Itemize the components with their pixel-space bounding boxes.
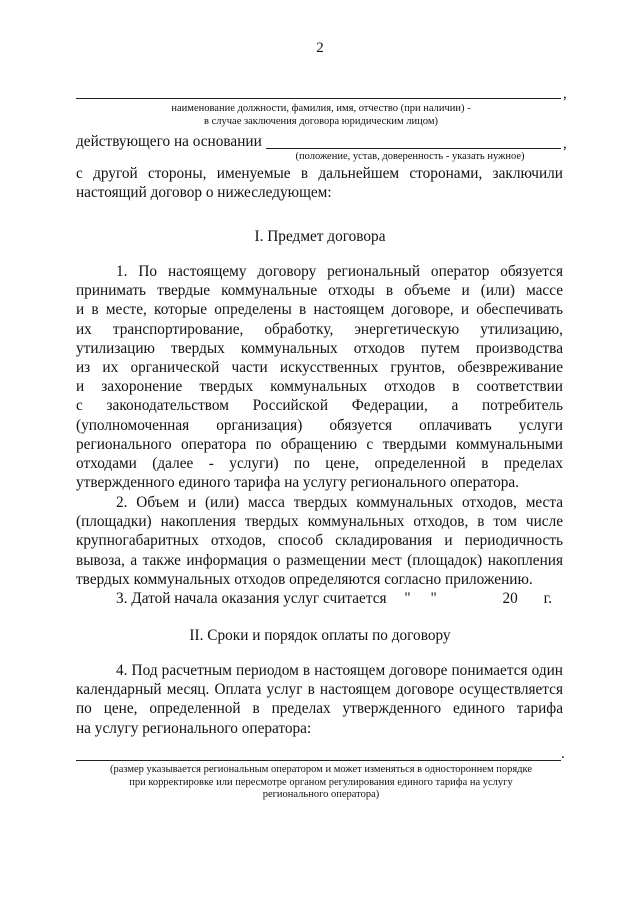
basis-blank-comma: , [563, 136, 567, 152]
name-blank-comma: , [563, 86, 567, 102]
paragraph-line: по цене, определенной в пределах утвержденного единого тарифа [76, 700, 563, 718]
section-1-paragraph-2 [76, 493, 563, 589]
tariff-footnote [76, 764, 566, 802]
paragraph-line: (площадки) накопления твердых коммунальных отходов, в том числе [76, 513, 563, 531]
paragraph-line: вывоза, а также информация о размещении мест (площадок) накопления [76, 551, 563, 569]
name-caption [76, 103, 566, 128]
basis-blank-line [266, 148, 561, 149]
section-1-paragraph-3 [116, 589, 576, 608]
footnote-line: при корректировке или пересмотре органом регулирования единого тарифа на услугу [129, 776, 513, 788]
paragraph-line: на услугу регионального оператора: [76, 719, 312, 737]
start-date-quote-close: " [430, 590, 437, 607]
section-1-title: I. Предмет договора [254, 228, 386, 245]
paragraph-line: 4. Под расчетным периодом в настоящем договоре понимается один [116, 662, 563, 679]
paragraph-line: и захоронение твердых коммунальных отходов в соответствии [76, 378, 563, 396]
section-2-paragraph-4 [76, 661, 563, 738]
paragraph-line: регионального оператора по обращению с твердыми коммунальными [76, 435, 563, 453]
section-2-title: II. Сроки и порядок оплаты по договору [189, 627, 451, 644]
paragraph-line: 2. Объем и (или) масса твердых коммунальных отходов, места [116, 494, 563, 511]
footnote-line: регионального оператора) [262, 789, 380, 800]
name-caption-line2: в случае заключения договора юридическим лицом) [204, 115, 438, 127]
name-blank-line [76, 98, 561, 99]
tariff-blank-line [76, 760, 561, 761]
paragraph-line: утвержденного единого тарифа на услугу регионального оператора. [76, 474, 520, 492]
intro-line: с другой стороны, именуемые в дальнейшем сторонами, заключили [76, 165, 563, 182]
start-date-year: 20 [502, 590, 518, 607]
paragraph-line: из их органической части искусственных грунтов, обезвреживание [76, 358, 563, 376]
paragraph-line: (уполномоченная организация) обязуется оплачивать услуги [76, 416, 563, 434]
intro-line: настоящий договор о нижеследующем: [76, 184, 332, 202]
start-date-label: 3. Датой начала оказания услуг считается [116, 590, 387, 607]
paragraph-line: календарный месяц. Оплата услуг в настоящем договоре осуществляется [76, 681, 563, 699]
tariff-blank-dot: . [561, 746, 565, 762]
basis-label: действующего на основании [76, 133, 262, 150]
paragraph-line: с законодательством Российской Федерации, а потребитель [76, 397, 563, 415]
basis-caption: (положение, устав, доверенность - указать нужное) [295, 151, 525, 162]
paragraph-line: отходами (далее - услуги) по цене, определенной в пределах [76, 454, 563, 472]
paragraph-line: 1. По настоящему договору региональный оператор обязуется [116, 263, 563, 280]
paragraph-line: утилизацию твердых коммунальных отходов путем производства [76, 339, 563, 357]
name-caption-line1: наименование должности, фамилия, имя, отчество (при наличии) - [171, 103, 471, 114]
paragraph-line: их транспортирование, обработку, энергетическую утилизацию, [76, 320, 563, 338]
paragraph-line: принимать твердые коммунальные отходы в объеме и (или) массе [76, 282, 563, 300]
start-date-quote-open: " [404, 590, 411, 607]
paragraph-line: твердых коммунальных отходов определяются согласно приложению. [76, 570, 533, 588]
intro-paragraph [76, 164, 563, 202]
paragraph-line: крупногабаритных отходов, способ складирования и периодичность [76, 532, 563, 550]
footnote-line: (размер указывается региональным оператором и может изменяться в одностороннем порядке [109, 764, 533, 775]
start-date-g: г. [543, 590, 553, 607]
paragraph-line: и в месте, которые определены в настоящем договоре, и обеспечивать [76, 301, 563, 319]
page-number: 2 [316, 40, 324, 56]
section-1-paragraph-1 [76, 262, 563, 492]
